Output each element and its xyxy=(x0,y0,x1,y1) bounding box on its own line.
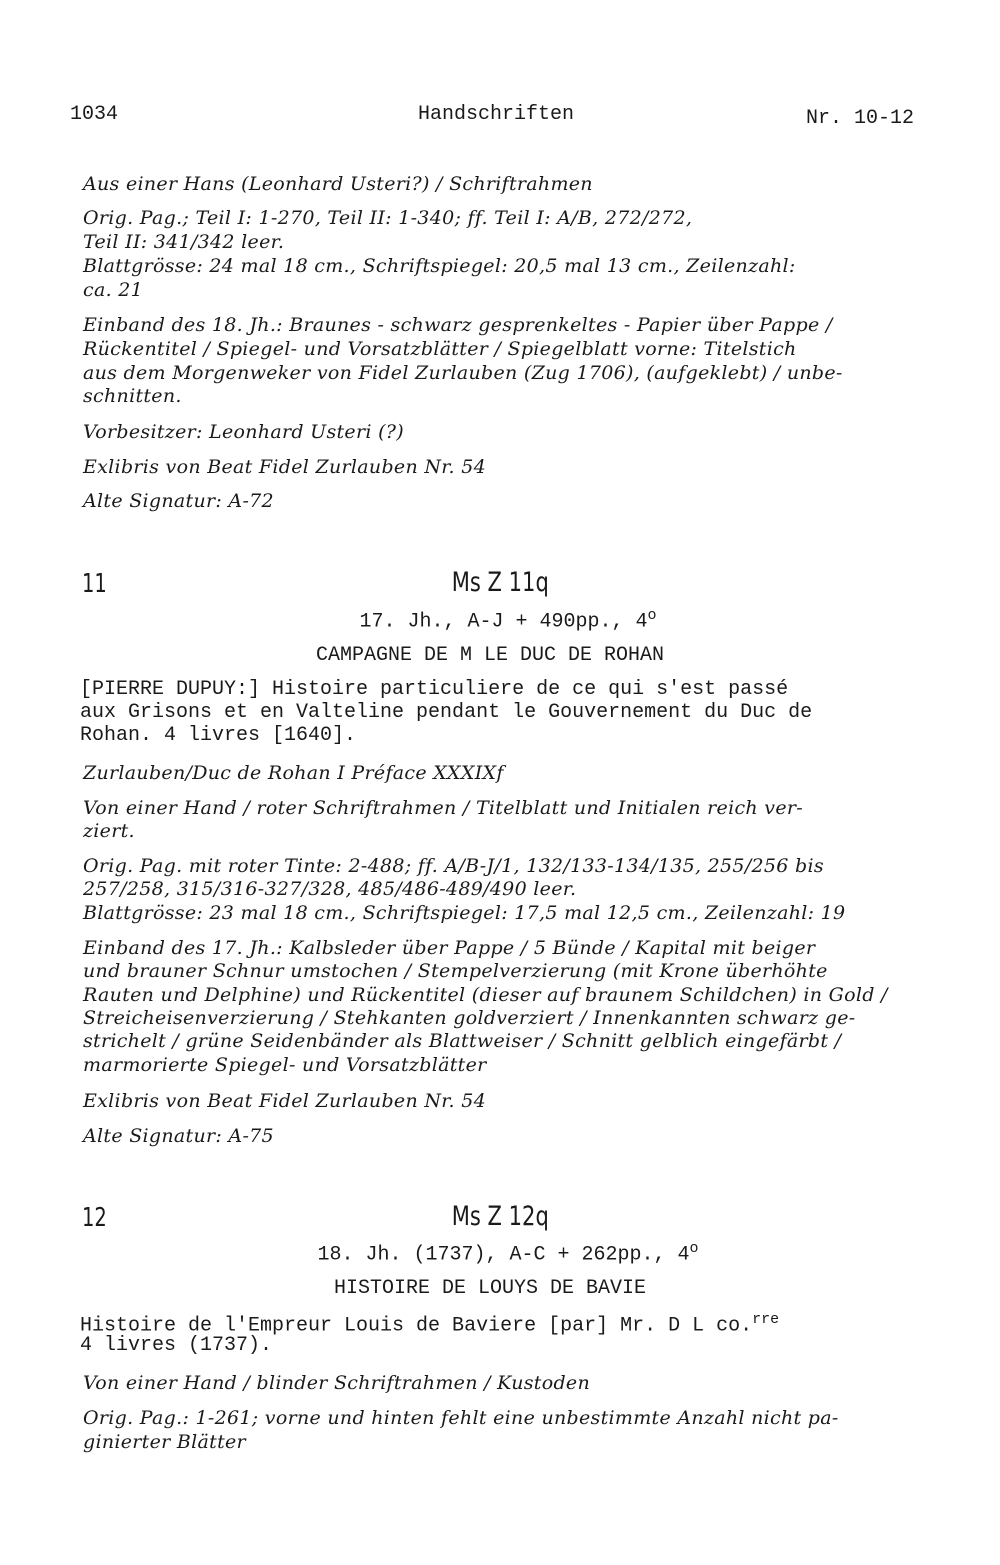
text-line: Orig. Pag. mit roter Tinte: 2-488; ff. A/B-J/1, 132/133-134/135, 255/256 bis xyxy=(83,855,824,877)
text-line: Streicheisenverzierung / Stehkanten goldverziert / Innenkannten schwarz ge- xyxy=(83,1007,856,1029)
description-line: 4 livres (1737). xyxy=(80,1334,273,1357)
text-line: ca. 21 xyxy=(83,279,144,301)
old-signature: Alte Signatur: A-75 xyxy=(83,1125,274,1147)
text-line: strichelt / grüne Seidenbänder als Blattweiser / Schnitt gelblich eingefärbt / xyxy=(83,1030,842,1052)
text-line: 257/258, 315/316-327/328, 485/486-489/490 leer. xyxy=(83,878,577,900)
description-line: Histoire de l'Empreur Louis de Baviere [par] Mr. D L co.$^{rre}$ xyxy=(80,1311,780,1338)
text-line: Orig. Pag.: 1-261; vorne und hinten fehlt eine unbestimmte Anzahl nicht pa- xyxy=(83,1407,839,1429)
text-line: Blattgrösse: 23 mal 18 cm., Schriftspiegel: 17,5 mal 12,5 cm., Zeilenzahl: 19 xyxy=(83,902,846,924)
exlibris: Exlibris von Beat Fidel Zurlauben Nr. 54 xyxy=(83,1090,487,1112)
running-title: Handschriften xyxy=(418,103,575,126)
text-line: und brauner Schnur umstochen / Stempelverzierung (mit Krone überhöhte xyxy=(83,960,828,982)
entry-title: CAMPAGNE DE M LE DUC DE ROHAN xyxy=(315,644,665,667)
old-signature: Alte Signatur: A-72 xyxy=(83,490,274,512)
text-line: Rauten und Delphine) und Rückentitel (dieser auf braunem Schildchen) in Gold / xyxy=(83,984,888,1006)
exlibris: Exlibris von Beat Fidel Zurlauben Nr. 54 xyxy=(83,456,487,478)
dating-line: 17. Jh., A-J + 490pp., 4$^o$ xyxy=(359,607,657,634)
text-line: Einband des 17. Jh.: Kalbsleder über Pappe / 5 Bünde / Kapital mit beiger xyxy=(83,937,816,959)
entry-title: HISTOIRE DE LOUYS DE BAVIE xyxy=(333,1277,647,1300)
description-line: [PIERRE DUPUY:] Histoire particuliere de ce qui s'est passé xyxy=(80,678,789,701)
previous-owner: Vorbesitzer: Leonhard Usteri (?) xyxy=(83,421,404,443)
dating-line: 18. Jh. (1737), A-C + 262pp., 4$^o$ xyxy=(317,1240,699,1267)
text-line: marmorierte Spiegel- und Vorsatzblätter xyxy=(83,1054,487,1076)
entry-number: 12 xyxy=(82,1203,107,1233)
text-line: Teil II: 341/342 leer. xyxy=(83,231,285,253)
text-line: Von einer Hand / roter Schriftrahmen / Titelblatt und Initialen reich ver- xyxy=(83,797,803,819)
text-line: Orig. Pag.; Teil I: 1-270, Teil II: 1-340; ff. Teil I: A/B, 272/272, xyxy=(83,207,693,229)
text-line: Blattgrösse: 24 mal 18 cm., Schriftspiegel: 20,5 mal 13 cm., Zeilenzahl: xyxy=(83,255,796,277)
text-line: schnitten. xyxy=(83,385,182,407)
entry-number: 11 xyxy=(82,569,107,599)
description-line: Rohan. 4 livres [1640]. xyxy=(80,724,357,747)
shelfmark: Ms Z 11q xyxy=(451,567,549,598)
text-line: Von einer Hand / blinder Schriftrahmen / Kustoden xyxy=(83,1372,591,1394)
text-line: aus dem Morgenweker von Fidel Zurlauben (Zug 1706), (aufgeklebt) / unbe- xyxy=(83,362,843,384)
text-line: Einband des 18. Jh.: Braunes - schwarz gesprenkeltes - Papier über Pappe / xyxy=(83,314,833,336)
text-line: ziert. xyxy=(83,820,135,842)
text-line: Aus einer Hans (Leonhard Usteri?) / Schriftrahmen xyxy=(83,173,593,195)
text-line: Rückentitel / Spiegel- und Vorsatzblätter / Spiegelblatt vorne: Titelstich xyxy=(83,338,797,360)
text-line: ginierter Blätter xyxy=(83,1431,246,1453)
page-number: 1034 xyxy=(70,103,119,126)
reference: Zurlauben/Duc de Rohan I Préface XXXIXf xyxy=(83,762,504,784)
description-line: aux Grisons et en Valteline pendant le Gouvernement du Duc de xyxy=(80,701,813,724)
shelfmark: Ms Z 12q xyxy=(451,1201,549,1232)
entry-range: Nr. 10-12 xyxy=(806,107,915,130)
